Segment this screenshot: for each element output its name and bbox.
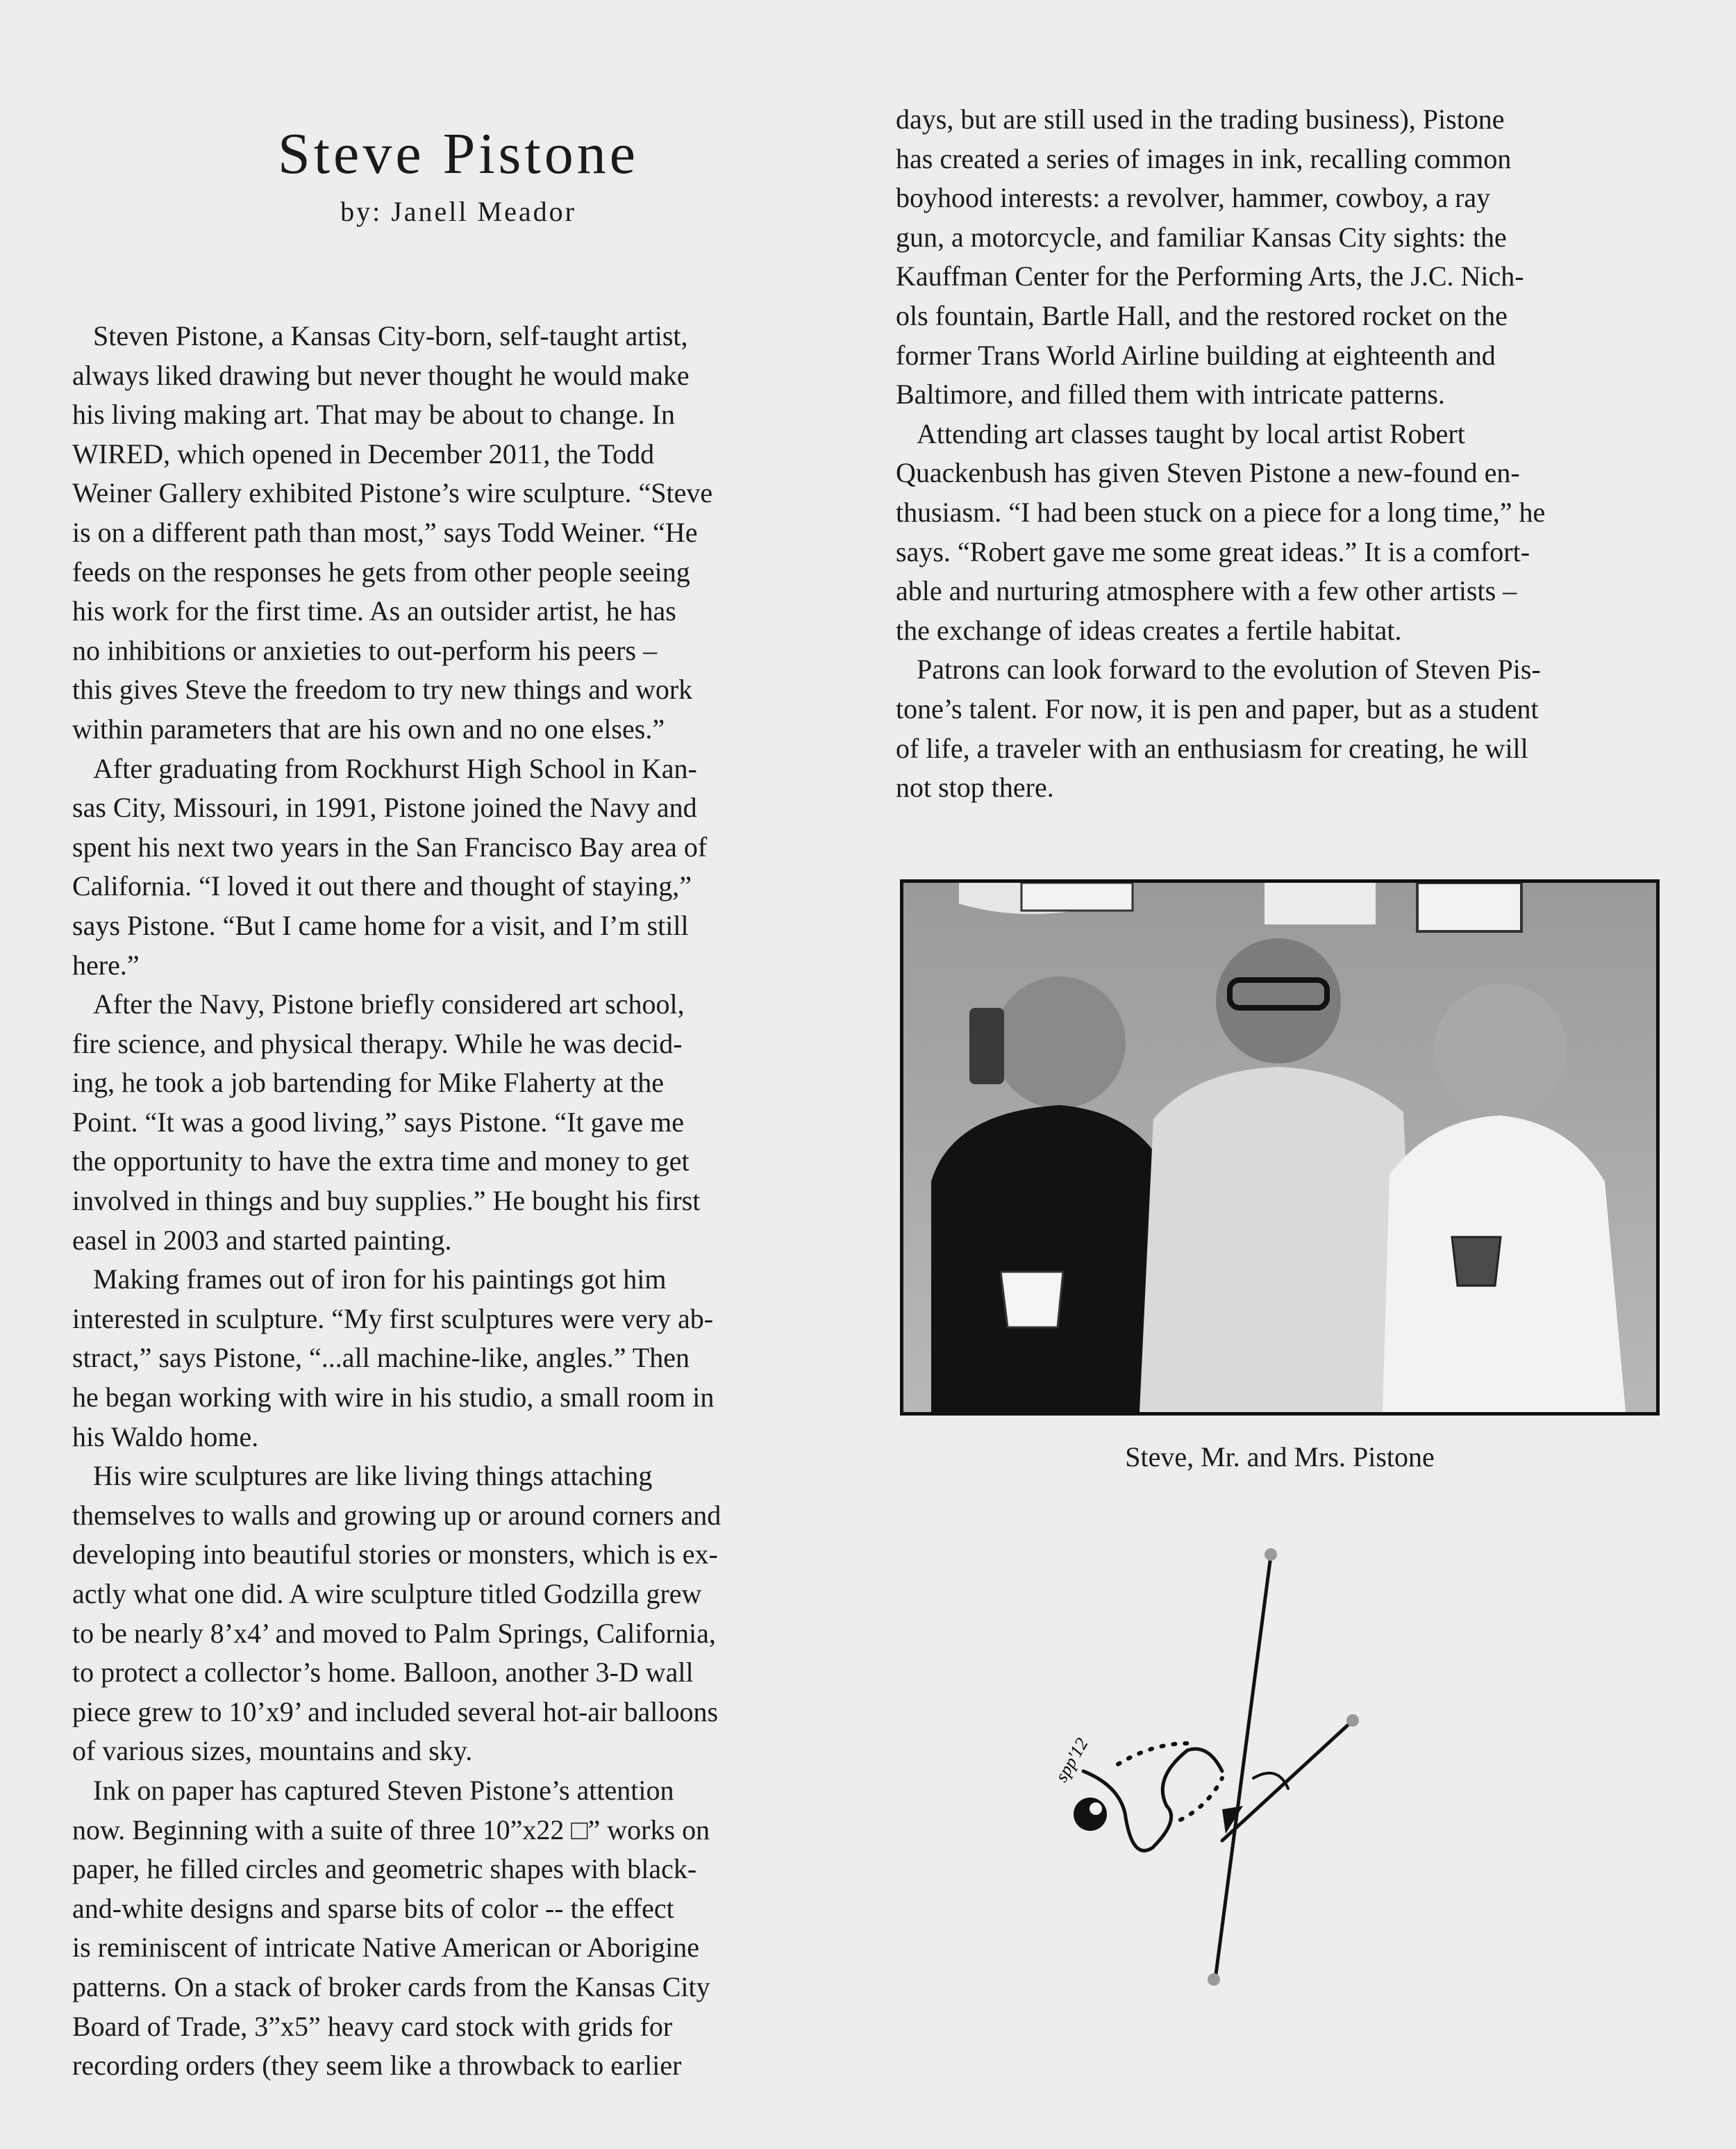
- article-title: Steve Pistone: [278, 122, 639, 186]
- text-line: says Pistone. “But I came home for a visit, and I’m still: [72, 909, 689, 941]
- text-line: interested in sculpture. “My first sculptures were very ab-: [72, 1302, 714, 1334]
- text-line: paper, he filled circles and geometric shapes with black-: [72, 1853, 697, 1885]
- text-line: fire science, and physical therapy. While he was decid-: [72, 1027, 683, 1059]
- text-line: piece grew to 10’x9’ and included several hot-air balloons: [72, 1695, 719, 1727]
- article-byline: by: Janell Meador: [340, 196, 576, 227]
- text-line: spent his next two years in the San Francisco Bay area of: [72, 831, 708, 863]
- text-line: His wire sculptures are like living things attaching: [72, 1460, 653, 1492]
- text-line: able and nurturing atmosphere with a few other artists –: [896, 575, 1517, 607]
- drawing-signature: spp'12: [1051, 1734, 1092, 1786]
- text-line: Steven Pistone, a Kansas City-born, self-taught artist,: [72, 320, 688, 351]
- family-photo-illustration: [903, 883, 1656, 1412]
- text-line: tone’s talent. For now, it is pen and paper, but as a student: [896, 692, 1539, 724]
- text-line: Point. “It was a good living,” says Pistone. “It gave me: [72, 1106, 684, 1138]
- text-line: recording orders (they seem like a throwback to earlier: [72, 2050, 682, 2082]
- text-line: is reminiscent of intricate Native American or Aborigine: [72, 1932, 700, 1964]
- text-line: Weiner Gallery exhibited Pistone’s wire sculpture. “Steve: [72, 477, 713, 509]
- text-line: thusiasm. “I had been stuck on a piece for a long time,” he: [896, 496, 1546, 528]
- text-line: he began working with wire in his studio, a small room in: [72, 1382, 715, 1413]
- text-line: WIRED, which opened in December 2011, the Todd: [72, 438, 655, 470]
- text-line: developing into beautiful stories or monsters, which is ex-: [72, 1538, 718, 1570]
- text-line: always liked drawing but never thought he would make: [72, 359, 690, 391]
- text-line: Attending art classes taught by local artist Robert: [896, 417, 1465, 449]
- text-line: gun, a motorcycle, and familiar Kansas City sights: the: [896, 221, 1507, 253]
- text-line: themselves to walls and growing up or around corners and: [72, 1499, 721, 1531]
- text-line: After the Navy, Pistone briefly considered art school,: [72, 988, 685, 1020]
- text-line: former Trans World Airline building at eighteenth and: [896, 339, 1496, 371]
- text-line: California. “I loved it out there and thought of staying,”: [72, 870, 692, 902]
- text-line: ing, he took a job bartending for Mike Flaherty at the: [72, 1067, 665, 1099]
- text-line: Ink on paper has captured Steven Pistone’s attention: [72, 1774, 674, 1806]
- text-line: this gives Steve the freedom to try new things and work: [72, 674, 693, 706]
- text-line: days, but are still used in the trading business), Pistone: [896, 103, 1505, 135]
- ink-drawing-illustration: [1014, 1514, 1403, 1986]
- text-line: not stop there.: [896, 772, 1054, 804]
- family-photo: [900, 879, 1660, 1416]
- text-line: sas City, Missouri, in 1991, Pistone joined the Navy and: [72, 792, 697, 824]
- text-line: actly what one did. A wire sculpture titled Godzilla grew: [72, 1578, 702, 1609]
- text-line: Quackenbush has given Steven Pistone a new-found en-: [896, 457, 1520, 489]
- text-line: to be nearly 8’x4’ and moved to Palm Springs, California,: [72, 1617, 716, 1649]
- text-line: patterns. On a stack of broker cards from the Kansas City: [72, 1970, 710, 2002]
- text-line: and-white designs and sparse bits of color -- the effect: [72, 1892, 674, 1924]
- text-line: easel in 2003 and started painting.: [72, 1224, 452, 1256]
- text-line: Making frames out of iron for his paintings got him: [72, 1263, 667, 1295]
- text-line: has created a series of images in ink, recalling common: [896, 142, 1512, 174]
- text-line: Board of Trade, 3”x5” heavy card stock with grids for: [72, 2010, 673, 2042]
- text-line: within parameters that are his own and no one elses.”: [72, 713, 665, 745]
- text-line: involved in things and buy supplies.” He bought his first: [72, 1185, 701, 1217]
- photo-caption: Steve, Mr. and Mrs. Pistone: [1125, 1441, 1435, 1472]
- text-line: After graduating from Rockhurst High School in Kan-: [72, 752, 697, 784]
- text-line: his work for the first time. As an outsider artist, he has: [72, 595, 676, 627]
- text-line: is on a different path than most,” says Todd Weiner. “He: [72, 516, 698, 548]
- text-line: boyhood interests: a revolver, hammer, cowboy, a ray: [896, 182, 1491, 214]
- text-line: Kauffman Center for the Performing Arts, the J.C. Nich-: [896, 260, 1524, 292]
- text-line: his Waldo home.: [72, 1420, 259, 1452]
- text-line: the opportunity to have the extra time and money to get: [72, 1145, 690, 1177]
- text-line: here.”: [72, 949, 140, 981]
- text-line: feeds on the responses he gets from other people seeing: [72, 556, 690, 588]
- text-line: the exchange of ideas creates a fertile habitat.: [896, 614, 1402, 646]
- text-line: stract,” says Pistone, “...all machine-like, angles.” Then: [72, 1342, 690, 1374]
- text-line: his living making art. That may be about to change. In: [72, 399, 675, 431]
- text-line: now. Beginning with a suite of three 10”x22 □” works on: [72, 1814, 710, 1845]
- text-line: to protect a collector’s home. Balloon, another 3-D wall: [72, 1657, 694, 1688]
- right-text-column: [896, 100, 1667, 808]
- text-line: of life, a traveler with an enthusiasm for creating, he will: [896, 732, 1528, 764]
- text-line: of various sizes, mountains and sky.: [72, 1735, 473, 1767]
- text-line: Patrons can look forward to the evolution of Steven Pis-: [896, 654, 1541, 686]
- text-line: says. “Robert gave me some great ideas.” It is a comfort-: [896, 536, 1530, 567]
- text-line: Baltimore, and filled them with intricate patterns.: [896, 379, 1445, 410]
- text-line: ols fountain, Bartle Hall, and the restored rocket on the: [896, 299, 1508, 331]
- text-line: no inhibitions or anxieties to out-perform his peers –: [72, 634, 658, 666]
- left-text-column: [72, 317, 843, 2086]
